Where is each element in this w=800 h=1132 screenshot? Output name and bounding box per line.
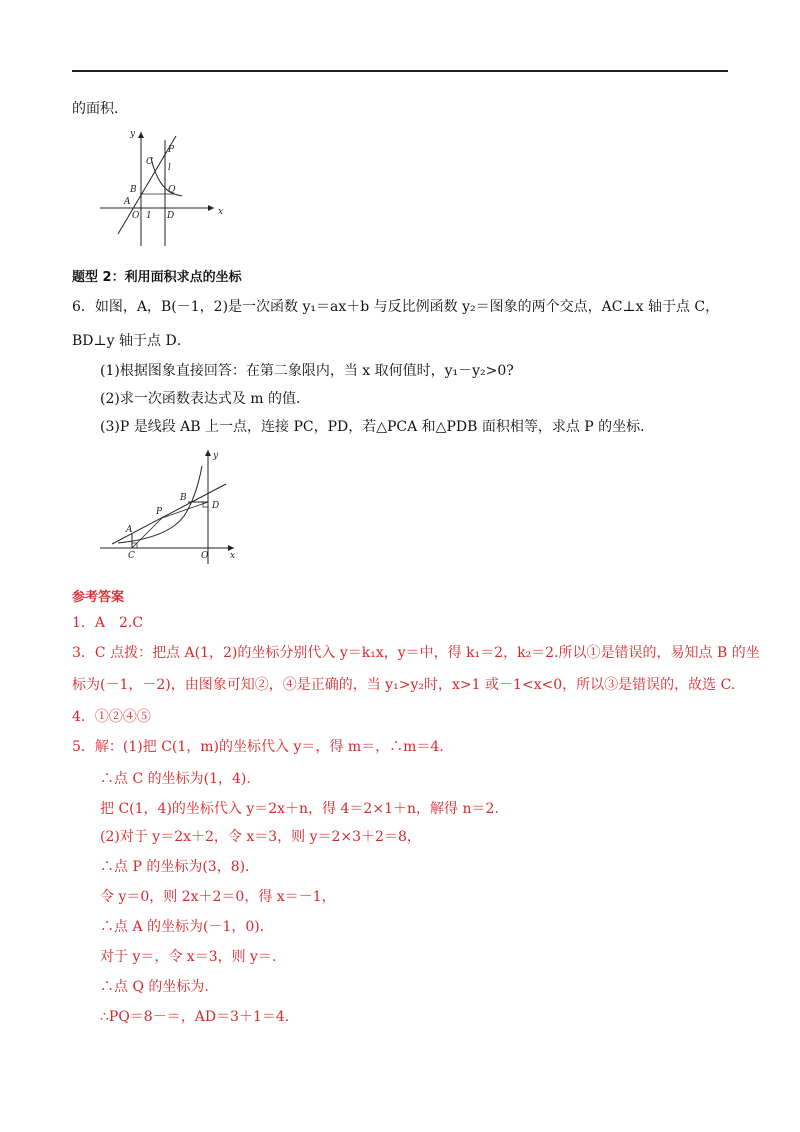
answer-5-line: 5．解：(1)把 C(1，m)的坐标代入 y＝，得 m＝，∴m＝4. xyxy=(72,739,444,755)
answer-5-line: ∴点 A 的坐标为(－1，0)． xyxy=(100,919,274,935)
q6-line1: 6．如图，A，B(－1，2)是一次函数 y₁＝ax＋b 与反比例函数 y₂＝图象的两个交点，AC⊥x 轴于点 C， xyxy=(72,299,720,315)
fig2-label-y: y xyxy=(213,451,219,461)
answer-5-line: 令 y＝0，则 2x＋2＝0，得 x＝－1， xyxy=(100,889,336,905)
fig2-label-C: C xyxy=(128,551,135,561)
top-rule xyxy=(72,70,728,72)
section-title: 题型 2：利用面积求点的坐标 xyxy=(72,270,242,285)
fig2-label-P: P xyxy=(156,507,163,517)
answer-4: 4．①②④⑤ xyxy=(72,709,151,725)
fig2-label-x: x xyxy=(230,551,236,561)
fig1-label-Q: Q xyxy=(168,185,176,195)
answer-5-line: 对于 y＝，令 x＝3，则 y＝. xyxy=(100,949,277,965)
fig1-label-y: y xyxy=(130,129,136,139)
fig2-label-A: A xyxy=(126,525,133,535)
answer-5-line: ∴点 Q 的坐标为. xyxy=(100,979,209,995)
q6-part1: (1)根据图象直接回答：在第二象限内，当 x 取何值时，y₁－y₂>0? xyxy=(100,363,514,379)
continued-text: 的面积． xyxy=(72,101,128,117)
fig2-label-B: B xyxy=(180,493,187,503)
answer-3-line2: 标为(－1，－2)，由图象可知②，④是正确的，当 y₁>y₂时，x>1 或－1<x<0，所以③是错误的，故选 C. xyxy=(72,677,736,693)
fig1-label-B: B xyxy=(130,185,137,195)
answer-1-2: 1．A 2.C xyxy=(72,615,144,631)
fig1-label-O: O xyxy=(132,211,140,221)
fig1-label-A: A xyxy=(124,197,131,207)
answer-5-line: ∴PQ＝8－＝，AD＝3＋1＝4. xyxy=(100,1009,290,1025)
q6-part2: (2)求一次函数表达式及 m 的值． xyxy=(100,391,311,407)
answer-5-line: (2)对于 y＝2x＋2，令 x＝3，则 y＝2×3＋2＝8， xyxy=(100,829,421,845)
fig1-label-C: C xyxy=(146,157,153,167)
answer-5-line: ∴点 C 的坐标为(1，4)． xyxy=(100,771,261,787)
fig2-label-O: O xyxy=(201,551,209,561)
fig1-label-l: l xyxy=(168,163,171,173)
answer-3-line1: 3．C 点拨：把点 A(1，2)的坐标分别代入 y＝k₁x，y＝中，得 k₁＝2，k₂＝2.所以①是错误的，易知点 B 的坐 xyxy=(72,645,760,661)
answer-5-line: 把 C(1，4)的坐标代入 y＝2x＋n，得 4＝2×1＋n，解得 n＝2. xyxy=(100,801,499,817)
figure-2 xyxy=(98,446,248,566)
q6-part3: (3)P 是线段 AB 上一点，连接 PC，PD，若△PCA 和△PDB 面积相等，求点 P 的坐标． xyxy=(100,419,655,435)
figure-1 xyxy=(96,124,226,250)
answer-5-line: ∴点 P 的坐标为(3，8)． xyxy=(100,859,260,875)
fig2-label-D: D xyxy=(212,501,220,511)
answers-title: 参考答案 xyxy=(72,590,125,605)
fig1-label-one: 1 xyxy=(146,211,152,221)
fig1-label-D: D xyxy=(167,211,175,221)
q6-line2: BD⊥y 轴于点 D． xyxy=(72,333,191,349)
fig1-label-P: P xyxy=(168,145,175,155)
fig1-label-x: x xyxy=(218,207,224,217)
